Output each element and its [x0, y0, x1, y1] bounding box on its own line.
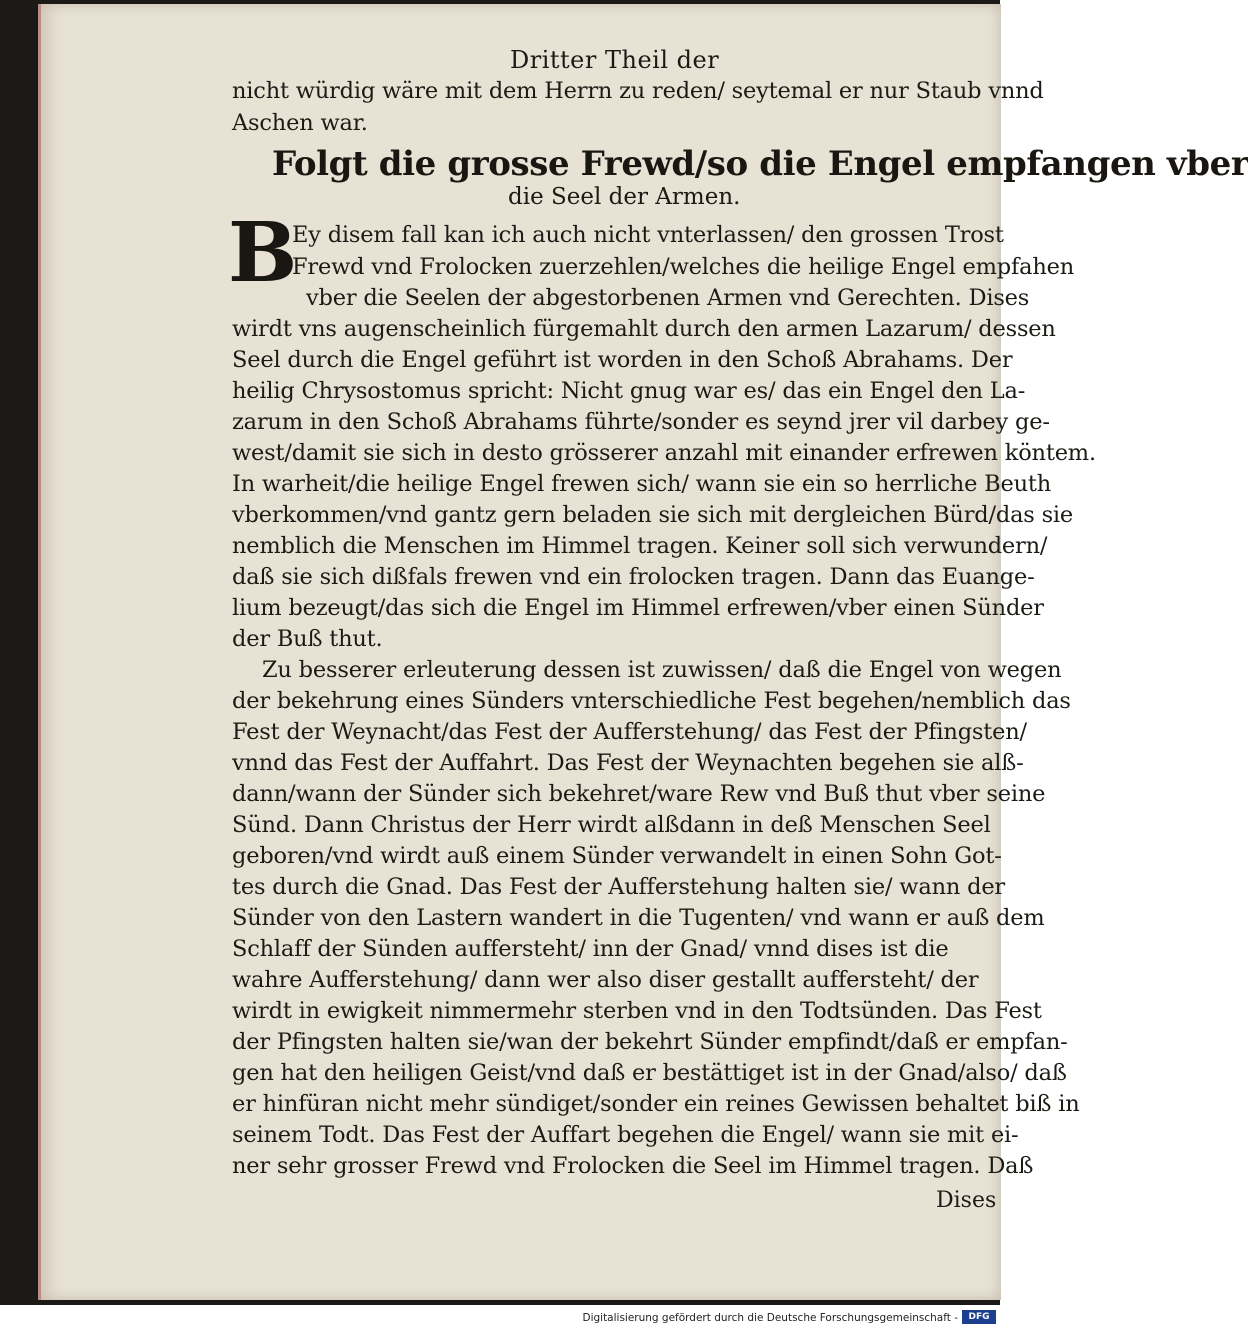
text-line-21: dann/wann der Sünder sich bekehret/ware Rew vnd Buß thut vber seine: [232, 781, 1046, 807]
text-line-22: Sünd. Dann Christus der Herr wirdt alßdann in deß Menschen Seel: [232, 812, 991, 838]
text-line-16: der Buß thut.: [232, 626, 383, 652]
text-line-26: Schlaff der Sünden auffersteht/ inn der Gnad/ vnnd dises ist die: [232, 936, 949, 962]
text-line-3: Ey disem fall kan ich auch nicht vnterlassen/ den grossen Trost: [292, 222, 1004, 248]
text-line-27: wahre Aufferstehung/ dann wer also diser gestallt auffersteht/ der: [232, 967, 979, 993]
text-line-24: tes durch die Gnad. Das Fest der Aufferstehung halten sie/ wann der: [232, 874, 1005, 900]
dfg-logo-icon: DFG: [962, 1310, 996, 1324]
text-line-6: wirdt vns augenscheinlich fürgemahlt durch den armen Lazarum/ dessen: [232, 316, 1056, 342]
footer-bar: [0, 1305, 1000, 1329]
text-line-13: nemblich die Menschen im Himmel tragen. Keiner soll sich verwundern/: [232, 533, 1048, 559]
text-line-31: er hinfüran nicht mehr sündiget/sonder ein reines Gewissen behaltet biß in: [232, 1091, 1080, 1117]
running-head: Dritter Theil der: [510, 46, 720, 74]
text-line-1: nicht würdig wäre mit dem Herrn zu reden/ seytemal er nur Staub vnnd: [232, 78, 1044, 104]
text-line-25: Sünder von den Lastern wandert in die Tugenten/ vnd wann er auß dem: [232, 905, 1045, 931]
text-line-10: west/damit sie sich in desto grösserer anzahl mit einander erfrewen köntem.: [232, 440, 1096, 466]
text-line-18: der bekehrung eines Sünders vnterschiedliche Fest begehen/nemblich das: [232, 688, 1071, 714]
text-line-8: heilig Chrysostomus spricht: Nicht gnug war es/ das ein Engel den La-: [232, 378, 1026, 404]
text-line-11: In warheit/die heilige Engel frewen sich/ wann sie ein so herrliche Beuth: [232, 471, 1052, 497]
section-heading: Folgt die grosse Frewd/so die Engel empfangen vber: [272, 144, 1248, 184]
text-line-2: Aschen war.: [232, 110, 368, 136]
text-line-30: gen hat den heiligen Geist/vnd daß er bestättiget ist in der Gnad/also/ daß: [232, 1060, 1067, 1086]
catchword: Dises: [936, 1188, 997, 1213]
text-line-15: lium bezeugt/das sich die Engel im Himmel erfrewen/vber einen Sünder: [232, 595, 1044, 621]
text-line-5: vber die Seelen der abgestorbenen Armen vnd Gerechten. Dises: [306, 285, 1030, 311]
text-line-14: daß sie sich dißfals frewen vnd ein frolocken tragen. Dann das Euange-: [232, 564, 1035, 590]
section-subheading: die Seel der Armen.: [508, 184, 741, 210]
text-line-4: Frewd vnd Frolocken zuerzehlen/welches die heilige Engel empfahen: [292, 254, 1075, 280]
text-line-32: seinem Todt. Das Fest der Auffart begehen die Engel/ wann sie mit ei-: [232, 1122, 1019, 1148]
text-line-12: vberkommen/vnd gantz gern beladen sie sich mit dergleichen Bürd/das sie: [232, 502, 1074, 528]
text-line-9: zarum in den Schoß Abrahams führte/sonder es seynd jrer vil darbey ge-: [232, 409, 1050, 435]
text-line-7: Seel durch die Engel geführt ist worden in den Schoß Abrahams. Der: [232, 347, 1013, 373]
drop-cap: B: [228, 205, 298, 301]
funding-credit: Digitalisierung gefördert durch die Deutsche Forschungsgemeinschaft -: [582, 1312, 958, 1324]
text-line-23: geboren/vnd wirdt auß einem Sünder verwandelt in einen Sohn Got-: [232, 843, 1002, 869]
text-line-19: Fest der Weynacht/das Fest der Aufferstehung/ das Fest der Pfingsten/: [232, 719, 1027, 745]
text-line-28: wirdt in ewigkeit nimmermehr sterben vnd in den Todtsünden. Das Fest: [232, 998, 1042, 1024]
text-line-20: vnnd das Fest der Auffahrt. Das Fest der Weynachten begehen sie alß-: [232, 750, 1024, 776]
text-line-29: der Pfingsten halten sie/wan der bekehrt Sünder empfindt/daß er empfan-: [232, 1029, 1068, 1055]
text-line-33: ner sehr grosser Frewd vnd Frolocken die Seel im Himmel tragen. Daß: [232, 1153, 1034, 1179]
text-line-17: Zu besserer erleuterung dessen ist zuwissen/ daß die Engel von wegen: [262, 657, 1062, 683]
